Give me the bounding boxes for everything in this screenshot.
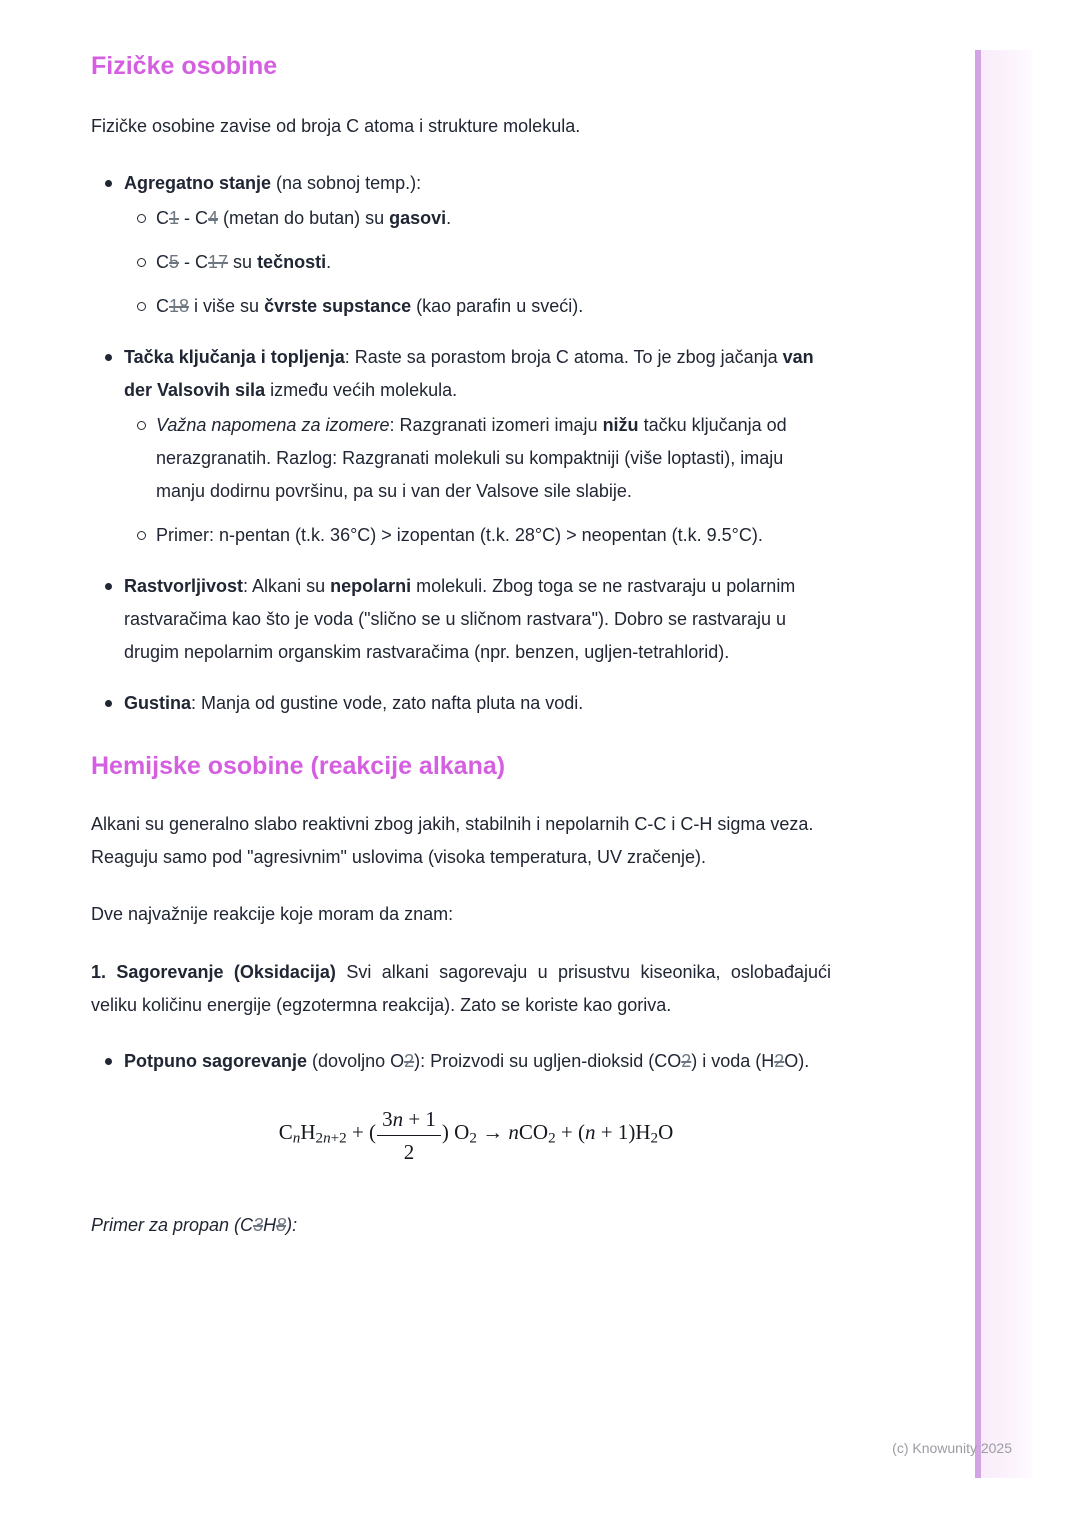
intro-paragraph: Fizičke osobine zavise od broja C atoma i strukture molekula.	[91, 116, 581, 136]
list-item-gustina: Gustina: Manja od gustine vode, zato nafta pluta na vodi.	[91, 687, 831, 720]
combustion-paragraph: 1. Sagorevanje (Oksidacija) Svi alkani sagorevaju u prisustvu kiseonika, oslobađajući veliku količinu energije (egzotermna reakcija). Zato se koriste kao goriva.	[91, 962, 831, 1015]
equation-right-side: ) O2 → nCO2 + (n + 1)H2O	[441, 1120, 674, 1147]
list-item-potpuno-sagorevanje: Potpuno sagorevanje (dovoljno O2): Proizvodi su ugljen-dioksid (CO2) i voda (H2O).	[91, 1045, 831, 1078]
fraction-numerator: 3n + 1	[377, 1106, 441, 1136]
fraction-denominator: 2	[403, 1140, 415, 1164]
list-item-rastvorljivost: Rastvorljivost: Alkani su nepolarni molekuli. Zbog toga se ne rastvaraju u polarnim rastvaračima kao što je voda ("slično se u sličnom rastvara"). Dobro se rastvaraju u drugim nepolarnim organskim rastvaračima (npr. benzen, ugljen-tetrahlorid).	[91, 570, 831, 669]
copyright-footer: (c) Knowunity 2025	[892, 1440, 1012, 1456]
combustion-equation	[91, 1106, 831, 1165]
equation-left-side: CnH2n+2 + (	[278, 1120, 377, 1147]
reactivity-paragraph: Alkani su generalno slabo reaktivni zbog jakih, stabilnih i nepolarnih C-C i C-H sigma veza. Reaguju samo pod "agresivnim" uslovima (visoka temperatura, UV zračenje).	[91, 814, 814, 867]
list-item-vazna-napomena: Važna napomena za izomere: Razgranati izomeri imaju nižu tačku ključanja od nerazgranatih. Razlog: Razgranati molekuli su kompaktniji (više loptasti), imaju manju dodirnu površinu, pa su i van der Valsove sile slabije.	[91, 409, 831, 508]
list-item-c1-c4-gasovi: C1 - C4 (metan do butan) su gasovi.	[91, 202, 831, 235]
note-content	[91, 50, 831, 1242]
section-title-hemijske-osobine: Hemijske osobine (reakcije alkana)	[91, 752, 506, 780]
list-item-c5-c17-tecnosti: C5 - C17 su tečnosti.	[91, 246, 831, 279]
aggregate-state-sublist	[91, 202, 831, 323]
combustion-list	[91, 1045, 831, 1078]
list-item-primer-pentan: Primer: n-pentan (t.k. 36°C) > izopentan (t.k. 28°C) > neopentan (t.k. 9.5°C).	[91, 519, 831, 552]
equation-fraction	[377, 1106, 441, 1165]
right-margin-decoration-bar	[975, 50, 1032, 1478]
list-item-c18-cvrste: C18 i više su čvrste supstance (kao parafin u sveći).	[91, 290, 831, 323]
section-title-fizicke-osobine: Fizičke osobine	[91, 52, 278, 80]
boiling-point-sublist	[91, 409, 831, 552]
list-item-tacka-kljucanja: Tačka ključanja i topljenja: Raste sa porastom broja C atoma. To je zbog jačanja van der Valsovih sila između većih molekula.	[91, 341, 831, 407]
propane-example-label: Primer za propan (C3H8):	[91, 1215, 298, 1235]
reactions-intro-paragraph: Dve najvažnije reakcije koje moram da znam:	[91, 904, 454, 924]
list-item-agregatno-stanje: Agregatno stanje (na sobnoj temp.):	[91, 167, 831, 200]
physical-properties-list	[91, 167, 831, 720]
